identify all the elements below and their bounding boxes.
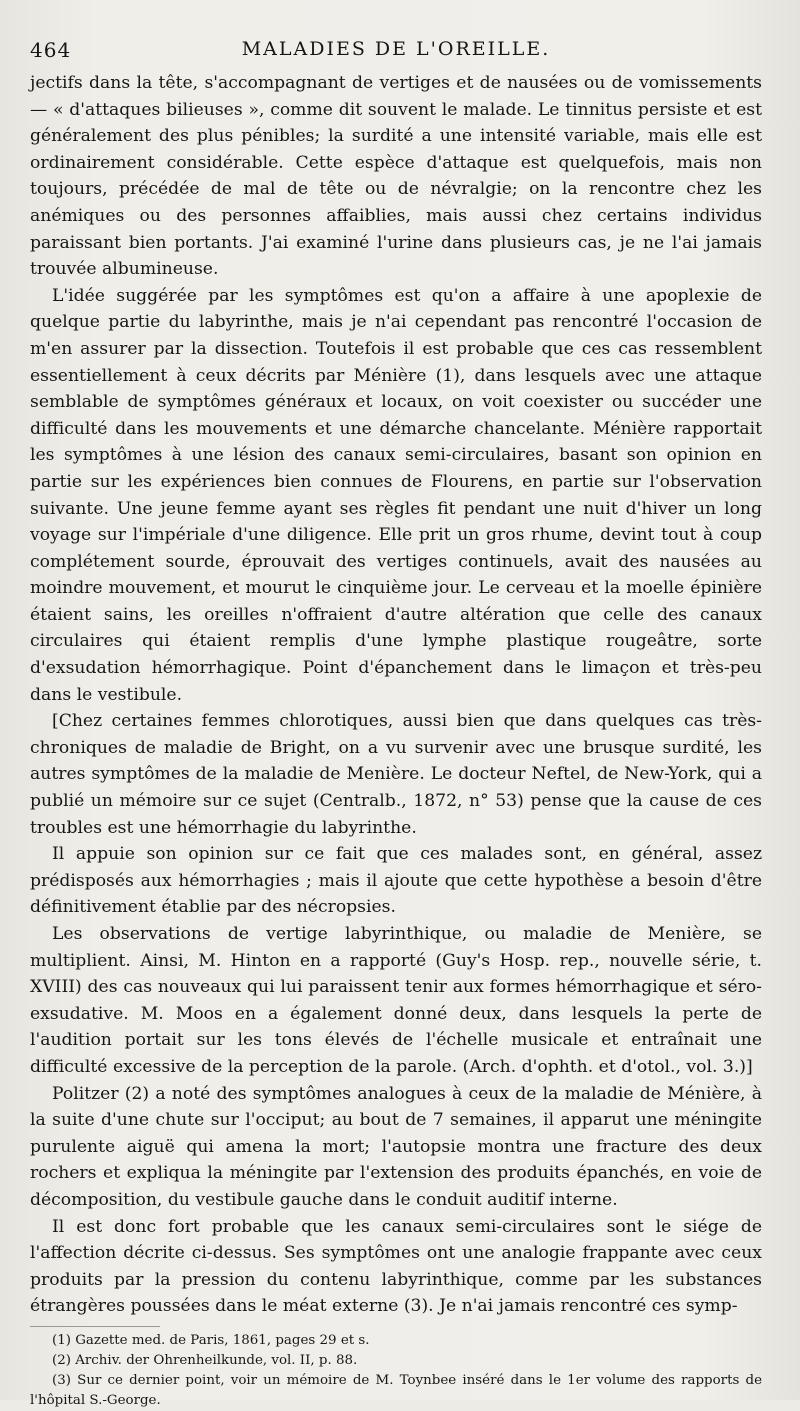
paragraph: Politzer (2) a noté des symptômes analogues à ceux de la maladie de Ménière, à la suite d'une chute sur l'occiput; au bout de 7 semaines, il apparut une méningite purulente aiguë qui amena la mort; l'autopsie montra une fracture des deux rochers et expliqua la méningite par l'extension des produits épanchés, en voie de décomposition, du vestibule gauche dans le conduit auditif interne. — [30, 1083, 762, 1210]
body-text — [30, 70, 762, 1320]
paragraph: Il appuie son opinion sur ce fait que ces malades sont, en général, assez prédisposés aux hémorrhagies ; mais il ajoute que cette hypothèse a besoin d'être définitivement établie par des nécropsies. — [30, 844, 762, 918]
paragraph: Les observations de vertige labyrinthique, ou maladie de Menière, se multiplient. Ainsi, M. Hinton en a rapporté (Guy's Hosp. rep., nouvelle série, t. XVIII) des cas nouveaux qui lui paraissent tenir aux formes hémorrhagique et séro-exsudative. M. Moos en a également donné deux, dans lesquels la perte de l'audition portait sur les tons élevés de l'échelle musicale et entraînait une difficulté excessive de la perception de la parole. (Arch. d'ophth. et d'otol., vol. 3.)] — [30, 924, 762, 1077]
paragraph: [Chez certaines femmes chlorotiques, aussi bien que dans quelques cas très-chroniques de maladie de Bright, on a vu survenir avec une brusque surdité, les autres symptômes de la maladie de Menière. Le docteur Neftel, de New-York, qui a publié un mémoire sur ce sujet (Centralb., 1872, n° 53) pense que la cause de ces troubles est une hémorrhagie du labyrinthe. — [30, 711, 762, 838]
paragraph: jectifs dans la tête, s'accompagnant de vertiges et de nausées ou de vomissements — « d'attaques bilieuses », comme dit souvent le malade. Le tinnitus persiste et est généralement des plus pénibles; la surdité a une intensité variable, mais elle est ordinairement considérable. Cette espèce d'attaque est quelquefois, mais non toujours, précédée de mal de tête ou de névralgie; on la rencontre chez les anémiques ou des personnes affaiblies, mais aussi chez certains individus paraissant bien portants. J'ai examiné l'urine dans plusieurs cas, je ne l'ai jamais trouvée albumineuse. — [30, 73, 762, 280]
paragraph: L'idée suggérée par les symptômes est qu'on a affaire à une apoplexie de quelque partie du labyrinthe, mais je n'ai cependant pas rencontré l'occasion de m'en assurer par la dissection. Toutefois il est probable que ces cas ressemblent essentiellement à ceux décrits par Ménière (1), dans lesquels avec une attaque semblable de symptômes généraux et locaux, on voit coexister ou succéder une difficulté dans les mouvements et une démarche chancelante. Ménière rapportait les symptômes à une lésion des canaux semi-circulaires, basant son opinion en partie sur les expériences bien connues de Flourens, en partie sur l'observation suivante. Une jeune femme ayant ses règles fit pendant une nuit d'hiver un long voyage sur l'impériale d'une diligence. Elle prit un gros rhume, devint tout à coup complétement sourde, éprouvait des vertiges continuels, avait des nausées au moindre mouvement, et mourut le cinquième jour. Le cerveau et la moelle épinière étaient sains, les oreilles n'offraient d'autre altération que celle des canaux circulaires qui étaient remplis d'une lymphe plastique rougeâtre, sorte d'exsudation hémorrhagique. Point d'épanchement dans le limaçon et très-peu dans le vestibule. — [30, 285, 762, 705]
page-header — [30, 30, 762, 70]
footnotes — [30, 1331, 762, 1411]
footnote-rule — [30, 1326, 160, 1327]
footnote: (1) Gazette med. de Paris, 1861, pages 29 et s. — [52, 1332, 370, 1348]
footnote: (2) Archiv. der Ohrenheilkunde, vol. II, p. 88. — [52, 1352, 358, 1368]
footnote: (3) Sur ce dernier point, voir un mémoire de M. Toynbee inséré dans le 1er volume des rapports de l'hôpital S.-George. — [30, 1372, 762, 1408]
paragraph: Il est donc fort probable que les canaux semi-circulaires sont le siége de l'affection décrite ci-dessus. Ses symptômes ont une analogie frappante avec ceux produits par la pression du contenu labyrinthique, comme par les substances étrangères poussées dans le méat externe (3). Je n'ai jamais rencontré ces symp- — [30, 1216, 762, 1317]
running-title: MALADIES DE L'OREILLE. — [241, 38, 551, 60]
page-number: 464 — [30, 38, 72, 62]
